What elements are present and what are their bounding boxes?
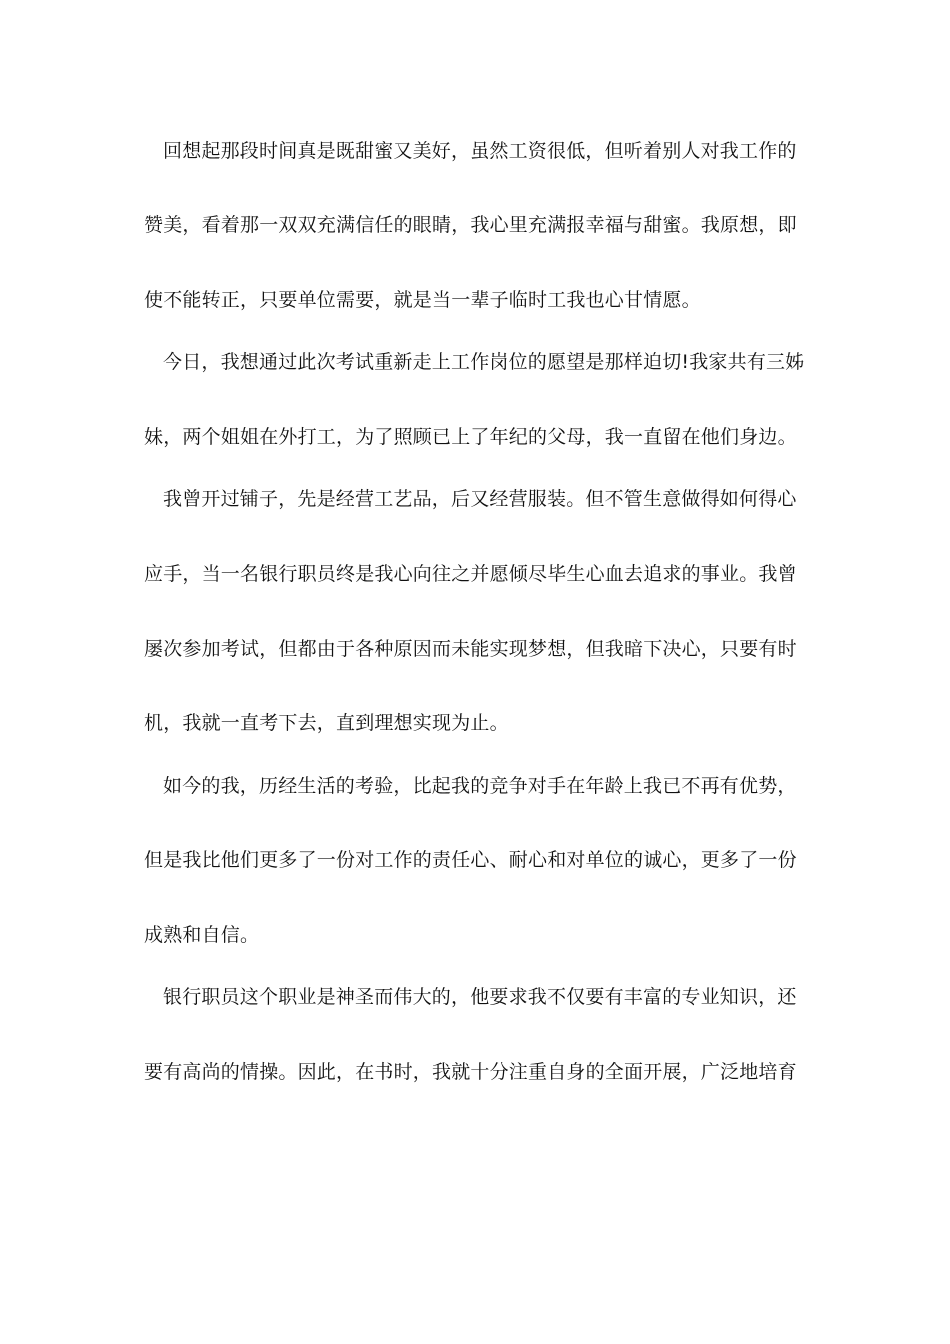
text-line: 成熟和自信。 <box>144 924 260 946</box>
text-line: 如今的我，历经生活的考验，比起我的竞争对手在年龄上我已不再有优势， <box>163 775 797 797</box>
text-line: 使不能转正，只要单位需要，就是当一辈子临时工我也心甘情愿。 <box>144 289 701 311</box>
text-line: 今日，我想通过此次考试重新走上工作岗位的愿望是那样迫切!我家共有三姊 <box>163 351 805 373</box>
text-line: 屡次参加考试，但都由于各种原因而未能实现梦想，但我暗下决心，只要有时 <box>144 638 797 660</box>
text-line: 我曾开过铺子，先是经营工艺品，后又经营服装。但不管生意做得如何得心 <box>163 488 797 510</box>
text-line: 要有高尚的情操。因此，在书时，我就十分注重自身的全面开展，广泛地培育 <box>144 1061 797 1083</box>
text-line: 妹，两个姐姐在外打工，为了照顾已上了年纪的父母，我一直留在他们身边。 <box>144 426 797 448</box>
text-line: 银行职员这个职业是神圣而伟大的，他要求我不仅要有丰富的专业知识，还 <box>163 986 797 1008</box>
text-line: 回想起那段时间真是既甜蜜又美好，虽然工资很低，但听着别人对我工作的 <box>163 140 797 162</box>
text-line: 赞美，看着那一双双充满信任的眼睛，我心里充满报幸福与甜蜜。我原想，即 <box>144 214 797 236</box>
text-line: 应手，当一名银行职员终是我心向往之并愿倾尽毕生心血去追求的事业。我曾 <box>144 563 797 585</box>
text-line: 但是我比他们更多了一份对工作的责任心、耐心和对单位的诚心，更多了一份 <box>144 849 797 871</box>
text-line: 机，我就一直考下去，直到理想实现为止。 <box>144 712 509 734</box>
